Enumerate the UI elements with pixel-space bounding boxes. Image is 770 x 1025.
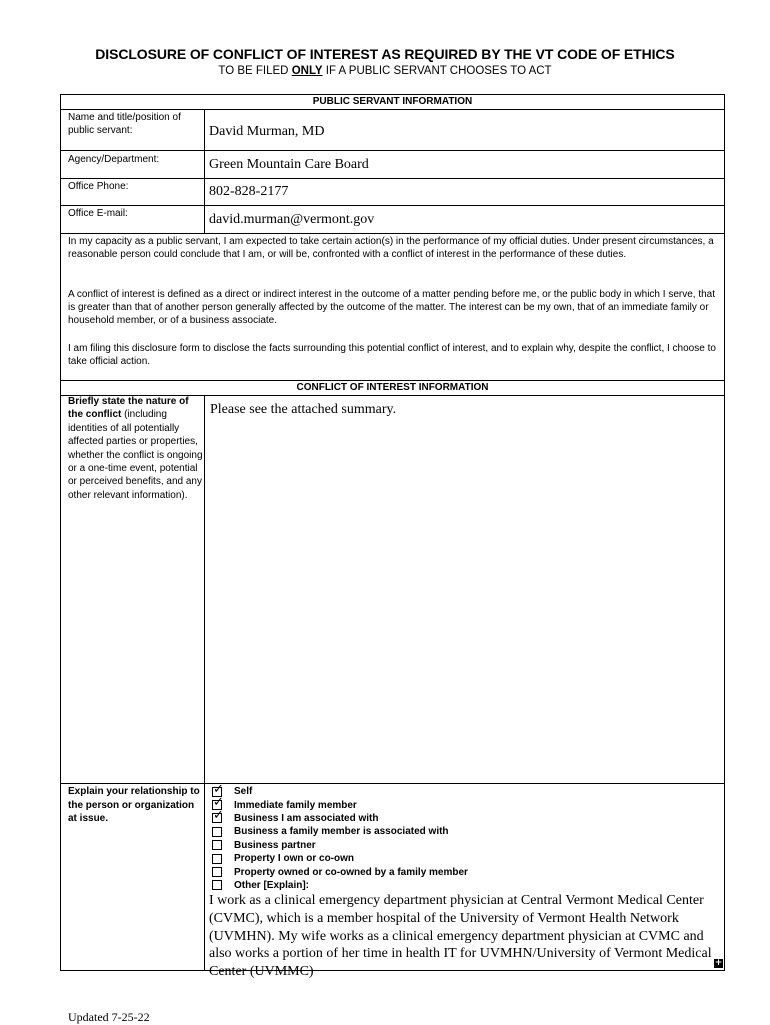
relationship-checklist [212, 781, 468, 892]
email-field[interactable]: david.murman@vermont.gov [209, 212, 375, 227]
relationship-option[interactable] [212, 865, 468, 878]
divider [61, 380, 724, 381]
checkbox[interactable] [212, 854, 222, 864]
divider [61, 109, 724, 110]
checkbox-label: Immediate family member [234, 799, 357, 811]
subtitle-prefix: TO BE FILED [218, 65, 292, 77]
checkbox[interactable] [212, 840, 222, 850]
divider [61, 178, 724, 179]
disclosure-form [60, 94, 725, 980]
checkbox[interactable] [212, 827, 222, 837]
name-field[interactable]: David Murman, MD [209, 124, 325, 139]
statement-paragraph-3: I am filing this disclosure form to disclose the facts surrounding this potential conflict of interest, and to explain why, despite the conflict, I choose to take official action. [68, 343, 716, 367]
checkbox-label: Self [234, 786, 253, 798]
relationship-option[interactable] [212, 795, 468, 811]
divider [61, 233, 724, 234]
checkbox-label: Business a family member is associated with [234, 826, 449, 838]
email-label: Office E-mail: [68, 208, 128, 219]
form-subtitle [0, 65, 770, 77]
relationship-option[interactable] [212, 839, 468, 852]
statement-paragraph-1: In my capacity as a public servant, I am expected to take certain action(s) in the performance of my official duties. Under present circumstances, a reasonable person could conclude that I am, or will be, confronted with a conflict of interest in the performance of these duties. [68, 236, 714, 260]
phone-field[interactable]: 802-828-2177 [209, 184, 289, 199]
checkbox[interactable] [212, 808, 224, 824]
divider [61, 150, 724, 151]
conflict-nature-label-detail: (including identities of all potentially affected parties or properties, whether the conflict is ongoing or a one-time event, potential or perceived benefits, and any other relevant information). [68, 409, 203, 501]
agency-label: Agency/Department: [68, 154, 160, 165]
agency-field[interactable]: Green Mountain Care Board [209, 157, 369, 172]
checkbox[interactable] [212, 880, 222, 890]
conflict-nature-label-bold: Briefly state the nature of the conflict [68, 396, 189, 421]
subtitle-only-emphasis: ONLY [291, 65, 323, 77]
relationship-option[interactable] [212, 879, 468, 892]
name-label: Name and title/position of public servant: [68, 112, 181, 136]
relationship-option[interactable] [212, 825, 468, 838]
relationship-label: Explain your relationship to the person or organization at issue. [68, 786, 200, 824]
checkbox-label: Business I am associated with [234, 812, 379, 824]
relationship-option[interactable] [212, 781, 468, 798]
checkmark-icon: ✓ [213, 795, 224, 811]
checkmark-icon: ✓ [213, 808, 224, 824]
plus-box-icon[interactable]: + [714, 958, 723, 968]
updated-date: Updated 7-25-22 [68, 1010, 150, 1024]
checkbox-label: Other [Explain]: [234, 879, 310, 891]
conflict-nature-label [68, 395, 203, 502]
checkbox[interactable] [212, 867, 222, 877]
public-servant-section-title: PUBLIC SERVANT INFORMATION [312, 96, 473, 107]
checkbox-label: Property I own or co-own [234, 853, 355, 865]
conflict-nature-field[interactable]: Please see the attached summary. [210, 402, 397, 417]
column-divider [204, 395, 205, 971]
checkmark-icon: ✓ [213, 781, 224, 797]
divider [61, 205, 724, 206]
phone-label: Office Phone: [68, 181, 129, 192]
relationship-option[interactable] [212, 808, 468, 825]
conflict-section-title: CONFLICT OF INTEREST INFORMATION [296, 382, 489, 393]
subtitle-suffix: IF A PUBLIC SERVANT CHOOSES TO ACT [322, 65, 552, 77]
relationship-option[interactable] [212, 852, 468, 865]
relationship-explanation-field[interactable]: I work as a clinical emergency department physician at Central Vermont Medical Center (CVMC), which is a member hospital of the University of Vermont Health Network (UVMHN). My wife works as a clinical emergency department physician at CVMC and also works a portion of her time in health IT for UVMHN/University of Vermont Medical Center (UVMMC) [209, 893, 712, 980]
statement-paragraph-2: A conflict of interest is defined as a direct or indirect interest in the outcome of a matter pending before me, or the public body in which I serve, that is greater than that of another person generally affected by the outcome of the matter. The interest can be my own, that of an immediate family or household member, or of a business associate. [68, 289, 716, 326]
form-title: DISCLOSURE OF CONFLICT OF INTEREST AS REQUIRED BY THE VT CODE OF ETHICS [95, 46, 675, 62]
checkbox-label: Property owned or co-owned by a family member [234, 866, 468, 878]
divider [61, 783, 724, 784]
checkbox-label: Business partner [234, 839, 316, 851]
